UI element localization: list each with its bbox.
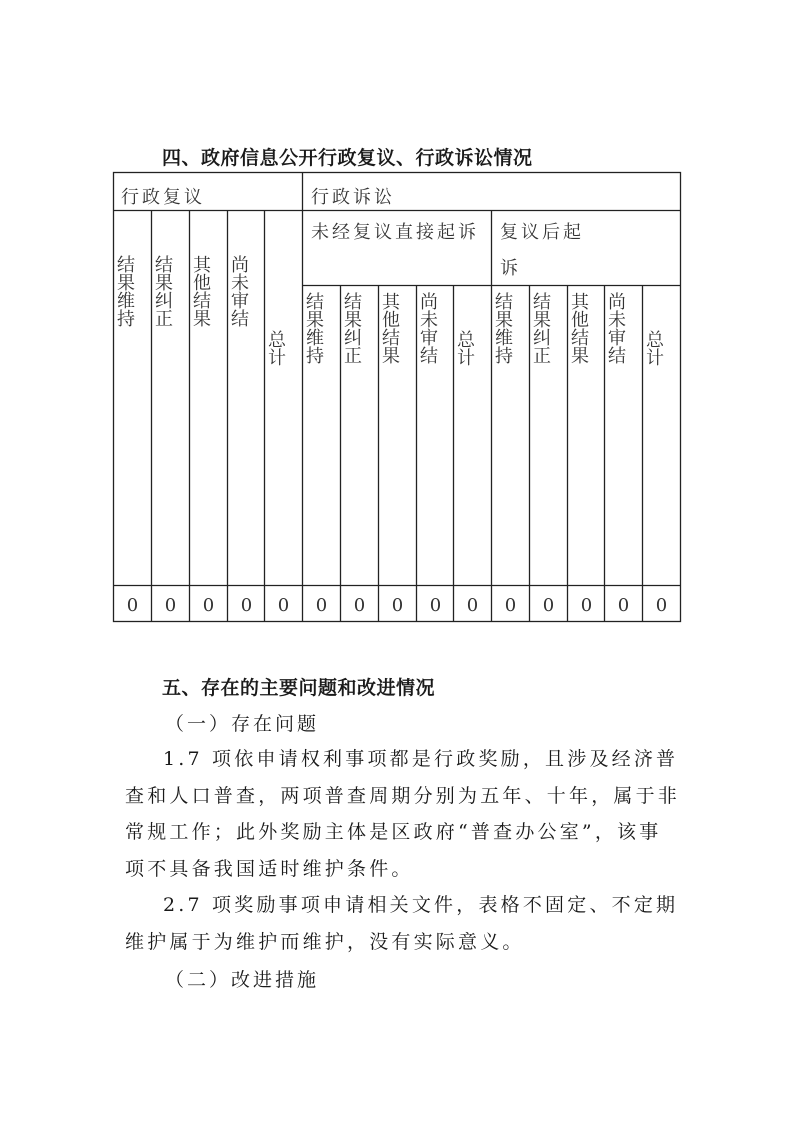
value-cell: 0 <box>126 595 139 616</box>
value-cell: 0 <box>466 595 479 616</box>
value-cell: 0 <box>164 595 177 616</box>
after-col-pending: 尚未审结 <box>605 292 626 364</box>
header-admin-review: 行政复议 <box>121 187 205 208</box>
paragraph-problem-1: 1.7 项依申请权利事项都是行政奖励，且涉及经济普查和人口普查，两项普查周期分别为五年、十年，属于非常规工作；此外奖励主体是区政府“普查办公室”，该事项不具备我国适时维护条件。 <box>125 748 681 880</box>
paragraph-problem-2: 2.7 项奖励事项申请相关文件，表格不固定、不定期维护属于为维护而维护，没有实际意义。 <box>125 894 679 953</box>
value-cell: 0 <box>277 595 290 616</box>
direct-col-corrected: 结果纠正 <box>341 292 362 364</box>
value-cell: 0 <box>202 595 215 616</box>
header-direct-suit: 未经复议直接起诉 <box>311 222 479 243</box>
direct-col-pending: 尚未审结 <box>417 292 438 364</box>
review-col-pending: 尚未审结 <box>228 255 249 327</box>
subheading-existing-problems: （一）存在问题 <box>165 713 320 735</box>
value-cell: 0 <box>542 595 555 616</box>
after-col-other: 其他结果 <box>568 292 589 364</box>
subheading-improvement-measures: （二）改进措施 <box>165 969 320 991</box>
review-col-corrected: 结果纠正 <box>152 255 173 327</box>
value-cell: 0 <box>240 595 253 616</box>
value-cell: 0 <box>617 595 630 616</box>
value-cell: 0 <box>504 595 517 616</box>
direct-col-upheld: 结果维持 <box>303 292 324 364</box>
value-cell: 0 <box>580 595 593 616</box>
value-cell: 0 <box>353 595 366 616</box>
section-5-title: 五、存在的主要问题和改进情况 <box>162 677 436 699</box>
header-after-review-suit: 复议后起诉 <box>500 222 584 279</box>
value-cell: 0 <box>655 595 668 616</box>
direct-col-total: 总计 <box>454 330 475 366</box>
direct-col-other: 其他结果 <box>379 292 400 364</box>
value-cell: 0 <box>315 595 328 616</box>
header-admin-litigation: 行政诉讼 <box>311 187 395 208</box>
review-col-total: 总计 <box>265 330 286 366</box>
review-col-upheld: 结果维持 <box>114 255 135 327</box>
section-4-title: 四、政府信息公开行政复议、行政诉讼情况 <box>162 147 533 169</box>
after-col-corrected: 结果纠正 <box>530 292 551 364</box>
after-col-total: 总计 <box>643 330 664 366</box>
review-col-other: 其他结果 <box>190 255 211 327</box>
value-cell: 0 <box>429 595 442 616</box>
after-col-upheld: 结果维持 <box>492 292 513 364</box>
value-cell: 0 <box>391 595 404 616</box>
